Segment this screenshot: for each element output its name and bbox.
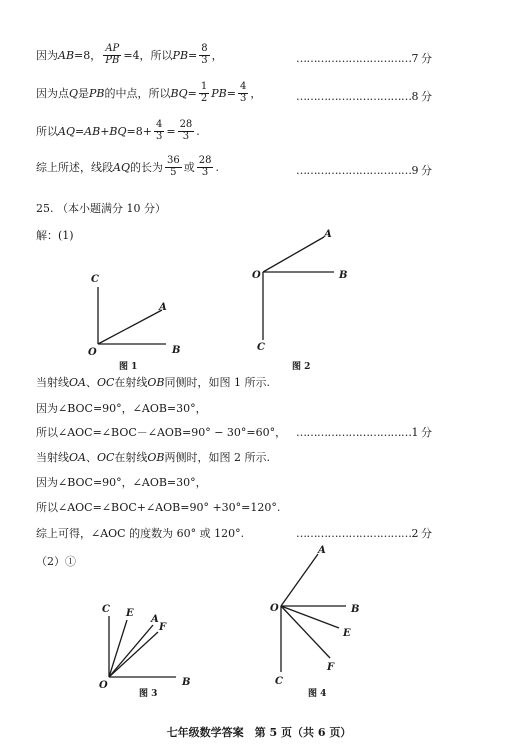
figure-3-labels (99, 604, 190, 691)
text: 两侧时，如图 2 所示. (164, 451, 271, 464)
var: PB (89, 86, 105, 100)
numerator: 4 (155, 119, 163, 130)
ray-oa (281, 554, 318, 606)
text: ， (250, 87, 262, 100)
text: = (166, 124, 176, 138)
text: = (188, 48, 198, 62)
var: PB (211, 86, 227, 100)
label-b: B (172, 345, 181, 356)
numerator: 4 (239, 81, 247, 92)
ray-oe (281, 606, 339, 628)
figure-3-caption: 图 3 (139, 689, 158, 699)
denominator: 3 (201, 54, 208, 66)
figure-2-labels (252, 229, 347, 353)
conclusion: 综上可得，∠AOC 的度数为 60° 或 120°. (36, 527, 245, 540)
figure-4-caption: 图 4 (308, 689, 327, 699)
text: 综上所述，线段 (36, 161, 113, 174)
case-2-text (36, 449, 270, 465)
label-e: E (126, 608, 134, 619)
label-f: F (327, 662, 335, 673)
numerator: AP (105, 43, 120, 54)
text: 因为 (36, 49, 58, 62)
denominator: 3 (155, 130, 163, 142)
var: OA (69, 375, 86, 389)
part-2-label: （2）① (36, 555, 76, 568)
figure-4 (281, 554, 346, 672)
var: OC (96, 450, 115, 464)
label-c: C (257, 342, 265, 353)
label-a: A (151, 614, 159, 625)
text: ， (211, 49, 223, 62)
label-b: B (182, 677, 191, 688)
figure-2 (263, 237, 334, 340)
numerator: 28 (198, 155, 212, 166)
text: 当射线 (36, 376, 69, 389)
text: =8+ (126, 124, 152, 138)
score-9: ……………………………9 分 (296, 164, 432, 177)
label-c: C (91, 274, 99, 285)
var: PB (172, 48, 189, 62)
var: BQ (170, 86, 188, 100)
label-f: F (159, 622, 167, 633)
text: 在射线 (114, 376, 148, 389)
var: Q (69, 86, 79, 100)
text: 所以 (36, 125, 58, 138)
label-o: O (88, 347, 97, 358)
page-footer: 七年级数学答案 第 5 页（共 6 页） (166, 726, 352, 739)
figure-4-labels (270, 545, 359, 687)
figure-1 (98, 287, 166, 344)
ray-oa (263, 237, 324, 272)
solution-label: 解：(1) (36, 229, 74, 242)
text: = (187, 86, 197, 100)
text: 当射线 (36, 451, 69, 464)
label-a: A (324, 229, 332, 240)
case-1-given: 因为∠BOC=90°，∠AOB=30°， (36, 402, 207, 415)
text: 的中点，所以 (104, 87, 171, 100)
var: AQ=AB+BQ (58, 124, 127, 138)
denominator: 2 (200, 92, 208, 104)
numerator: 1 (200, 81, 208, 92)
label-b: B (351, 604, 360, 615)
score-2: ……………………………2 分 (296, 527, 432, 540)
text: = (226, 86, 236, 100)
text: 在射线 (114, 451, 148, 464)
label-o: O (99, 680, 108, 691)
var: AB (58, 48, 75, 62)
numerator: 28 (179, 119, 193, 130)
denominator: 3 (201, 166, 209, 178)
denominator: 3 (239, 92, 247, 104)
label-a: A (159, 302, 167, 313)
case-2-given: 因为∠BOC=90°，∠AOB=30°， (36, 476, 207, 489)
score-7: ……………………………7 分 (296, 52, 432, 65)
text: 因为点 (36, 87, 69, 100)
var: OA (69, 450, 86, 464)
denominator: 5 (170, 166, 177, 178)
var: AQ (113, 160, 130, 174)
label-c: C (275, 676, 283, 687)
text: =8， (74, 49, 102, 62)
question-25-heading: 25. （本小题满分 10 分） (36, 202, 166, 215)
numerator: 36 (166, 155, 180, 166)
ray-oa (98, 310, 162, 344)
figure-1-labels (88, 274, 180, 358)
text: . (215, 160, 219, 174)
ray-of (281, 606, 330, 658)
label-b: B (339, 270, 348, 281)
figure-1-caption: 图 1 (119, 362, 138, 372)
label-e: E (343, 628, 351, 639)
denominator: PB (105, 54, 120, 66)
score-1: ……………………………1 分 (296, 426, 432, 439)
text: 的长为 (129, 161, 163, 174)
case-1-text (36, 374, 270, 390)
numerator: 8 (201, 43, 208, 54)
label-a: A (318, 545, 326, 556)
ray-oa (109, 625, 153, 677)
text: 或 (183, 161, 195, 174)
text: 是 (78, 87, 90, 100)
text: . (196, 124, 200, 138)
var: OB (147, 450, 165, 464)
text: 同侧时，如图 1 所示. (164, 376, 271, 389)
var: OB (147, 375, 165, 389)
label-o: O (270, 603, 279, 614)
text: =4，所以 (123, 49, 173, 62)
score-8: ……………………………8 分 (296, 90, 432, 103)
text: 、 (85, 376, 97, 389)
label-o: O (252, 270, 261, 281)
text: 、 (85, 451, 97, 464)
var: OC (96, 375, 115, 389)
denominator: 3 (182, 130, 190, 142)
label-c: C (102, 604, 110, 615)
figure-2-caption: 图 2 (292, 362, 311, 372)
case-2-result: 所以∠AOC=∠BOC+∠AOB=90° +30°=120°. (36, 501, 281, 514)
case-1-result: 所以∠AOC=∠BOC－∠AOB=90° − 30°=60°， (36, 426, 287, 439)
